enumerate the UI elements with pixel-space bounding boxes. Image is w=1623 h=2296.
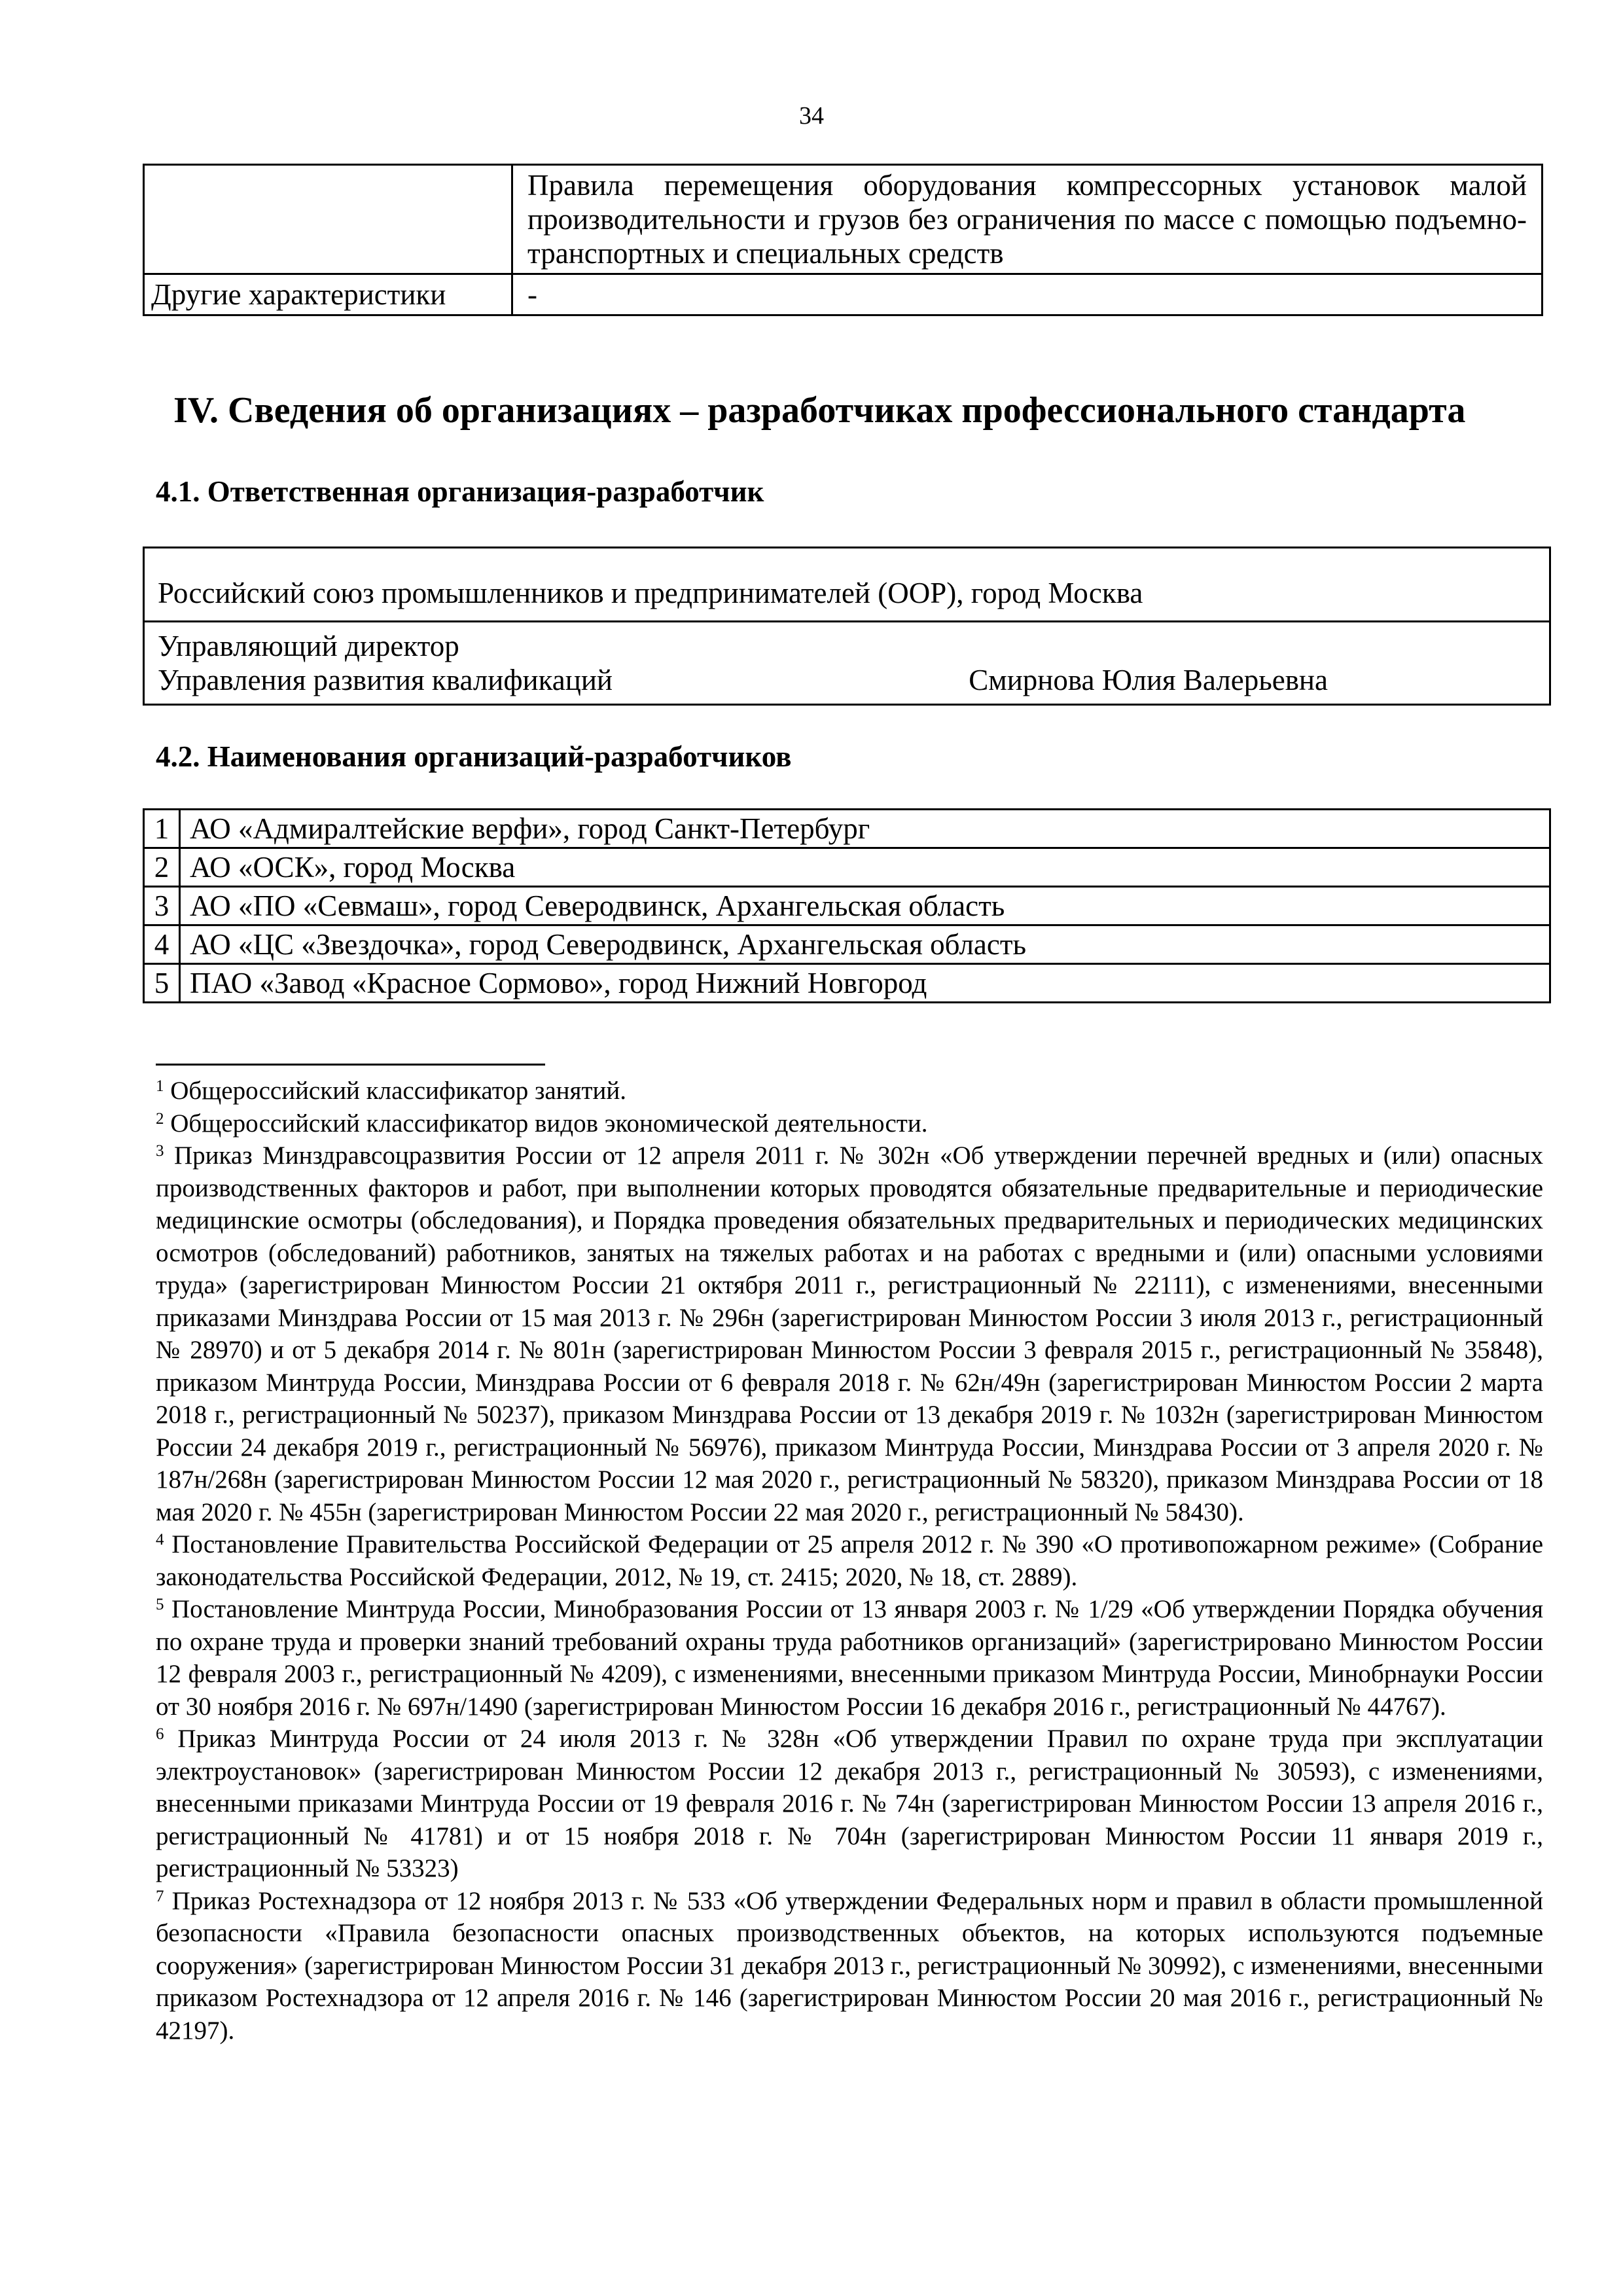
footnote-separator <box>156 1064 545 1066</box>
signature-line <box>158 663 1536 697</box>
footnote <box>156 1528 1543 1593</box>
row-number: 1 <box>144 810 180 848</box>
footnote <box>156 1107 1543 1140</box>
person-name: Смирнова Юлия Валерьевна <box>969 664 1328 696</box>
table-cell: Другие характеристики <box>144 274 512 315</box>
table-row <box>144 925 1550 964</box>
table-cell <box>144 165 512 274</box>
row-number: 3 <box>144 887 180 925</box>
table-row <box>144 165 1543 274</box>
table-row <box>144 887 1550 925</box>
footnote-text: Приказ Ростехнадзора от 12 ноября 2013 г. № 533 «Об утверждении Федеральных норм и правил в области промышленной безопасности «Правила безопасности опасных производственных объектов, на которых используются подъемные сооружения» (зарегистрирован Минюстом России 31 декабря 2013 г., регистрационный № 30992), с изменениями, внесенными приказом Ростехнадзора от 12 апреля 2016 г. № 146 (зарегистрирован Минюстом России 20 мая 2016 г., регистрационный № 42197). <box>156 1886 1544 2045</box>
row-number: 4 <box>144 925 180 964</box>
org-name: АО «ОСК», город Москва <box>180 848 1550 887</box>
org-name: АО «ПО «Севмаш», город Северодвинск, Архангельская область <box>180 887 1550 925</box>
position-line: Управляющий директор <box>158 630 459 662</box>
footnote-text: Постановление Минтруда России, Минобразования России от 13 января 2003 г. № 1/29 «Об утверждении Порядка обучения по охране труда и проверки знаний требований охраны труда работников организаций» (зарегистрировано Минюстом России 12 февраля 2003 г., регистрационный № 4209), с изменениями, внесенными приказом Минтруда России, Минобрнауки России от 30 ноября 2016 г. № 697н/1490 (зарегистрирован Минюстом России 16 декабря 2016 г., регистрационный № 44767). <box>156 1595 1544 1721</box>
footnote-text: Постановление Правительства Российской Федерации от 25 апреля 2012 г. № 390 «О противопожарном режиме» (Собрание законодательства Российской Федерации, 2012, № 19, ст. 2415; 2020, № 18, ст. 2889). <box>156 1530 1543 1591</box>
characteristics-table <box>143 164 1543 316</box>
footnote-mark: 6 <box>156 1725 164 1743</box>
table-cell: - <box>512 274 1543 315</box>
table-row <box>144 964 1550 1003</box>
responsible-org-table <box>143 547 1551 706</box>
table-row <box>144 548 1550 622</box>
table-row <box>144 274 1543 315</box>
footnote-mark: 2 <box>156 1109 164 1128</box>
footnote-mark: 5 <box>156 1596 164 1613</box>
footnote-mark: 3 <box>156 1142 164 1160</box>
page-number: 34 <box>799 102 824 130</box>
table-cell: Правила перемещения оборудования компрессорных установок малой производительности и грузов без ограничения по массе с помощью подъемно-транспортных и специальных средств <box>512 165 1543 274</box>
subsection-title-4-1: 4.1. Ответственная организация-разработчик <box>156 475 764 508</box>
org-name-cell: Российский союз промышленников и предпринимателей (ООР), город Москва <box>144 548 1550 622</box>
org-name: АО «ЦС «Звездочка», город Северодвинск, Архангельская область <box>180 925 1550 964</box>
subsection-title-4-2: 4.2. Наименования организаций-разработчиков <box>156 740 792 773</box>
footnote-mark: 4 <box>156 1531 164 1549</box>
table-row <box>144 810 1550 848</box>
footnote <box>156 1593 1543 1723</box>
footnote <box>156 1885 1543 2047</box>
footnote <box>156 1075 1543 1107</box>
org-name: ПАО «Завод «Красное Сормово», город Нижний Новгород <box>180 964 1550 1003</box>
position-line: Управления развития квалификаций <box>158 664 613 696</box>
row-number: 5 <box>144 964 180 1003</box>
table-row <box>144 622 1550 705</box>
footnote-text: Общероссийский классификатор видов экономической деятельности. <box>170 1109 928 1138</box>
footnote-mark: 7 <box>156 1887 164 1905</box>
footnote <box>156 1139 1543 1528</box>
developer-orgs-table <box>143 808 1551 1003</box>
footnote-text: Общероссийский классификатор занятий. <box>170 1077 627 1105</box>
table-row <box>144 848 1550 887</box>
footnote-mark: 1 <box>156 1077 164 1095</box>
org-name: АО «Адмиралтейские верфи», город Санкт-Петербург <box>180 810 1550 848</box>
row-number: 2 <box>144 848 180 887</box>
footnotes <box>156 1075 1543 2047</box>
signatory-cell <box>144 622 1550 705</box>
footnote-text: Приказ Минздравсоцразвития России от 12 апреля 2011 г. № 302н «Об утверждении перечней вредных и (или) опасных производственных факторов и работ, при выполнении которых проводятся обязательные предварительные и периодические медицинские осмотры (обследования), и Порядка проведения обязательных предварительных и периодических медицинских осмотров (обследований) работников, занятых на тяжелых работах и на работах с вредными и (или) опасными условиями труда» (зарегистрирован Минюстом России 21 октября 2011 г., регистрационный № 22111), с изменениями, внесенными приказами Минздрава России от 15 мая 2013 г. № 296н (зарегистрирован Минюстом России 3 июля 2013 г., регистрационный № 28970) и от 5 декабря 2014 г. № 801н (зарегистрирован Минюстом России 3 февраля 2015 г., регистрационный № 35848), приказом Минтруда России, Минздрава России от 6 февраля 2018 г. № 62н/49н (зарегистрирован Минюстом России 2 марта 2018 г., регистрационный № 50237), приказом Минздрава России от 13 декабря 2019 г. № 1032н (зарегистрирован Минюстом России 24 декабря 2019 г., регистрационный № 56976), приказом Минтруда России, Минздрава России от 3 апреля 2020 г. № 187н/268н (зарегистрирован Минюстом России 12 мая 2020 г., регистрационный № 58320), приказом Минздрава России от 18 мая 2020 г. № 455н (зарегистрирован Минюстом России 22 мая 2020 г., регистрационный № 58430). <box>156 1141 1544 1526</box>
footnote-text: Приказ Минтруда России от 24 июля 2013 г. № 328н «Об утверждении Правил по охране труда при эксплуатации электроустановок» (зарегистрирован Минюстом России 12 декабря 2013 г., регистрационный № 30593), с изменениями, внесенными приказами Минтруда России от 19 февраля 2016 г. № 74н (зарегистрирован Минюстом России 13 апреля 2016 г., регистрационный № 41781) и от 15 ноября 2018 г. № 704н (зарегистрирован Минюстом России 11 января 2019 г., регистрационный № 53323) <box>156 1725 1543 1882</box>
footnote <box>156 1723 1543 1885</box>
section-title: IV. Сведения об организациях – разработчиках профессионального стандарта <box>173 390 1466 431</box>
